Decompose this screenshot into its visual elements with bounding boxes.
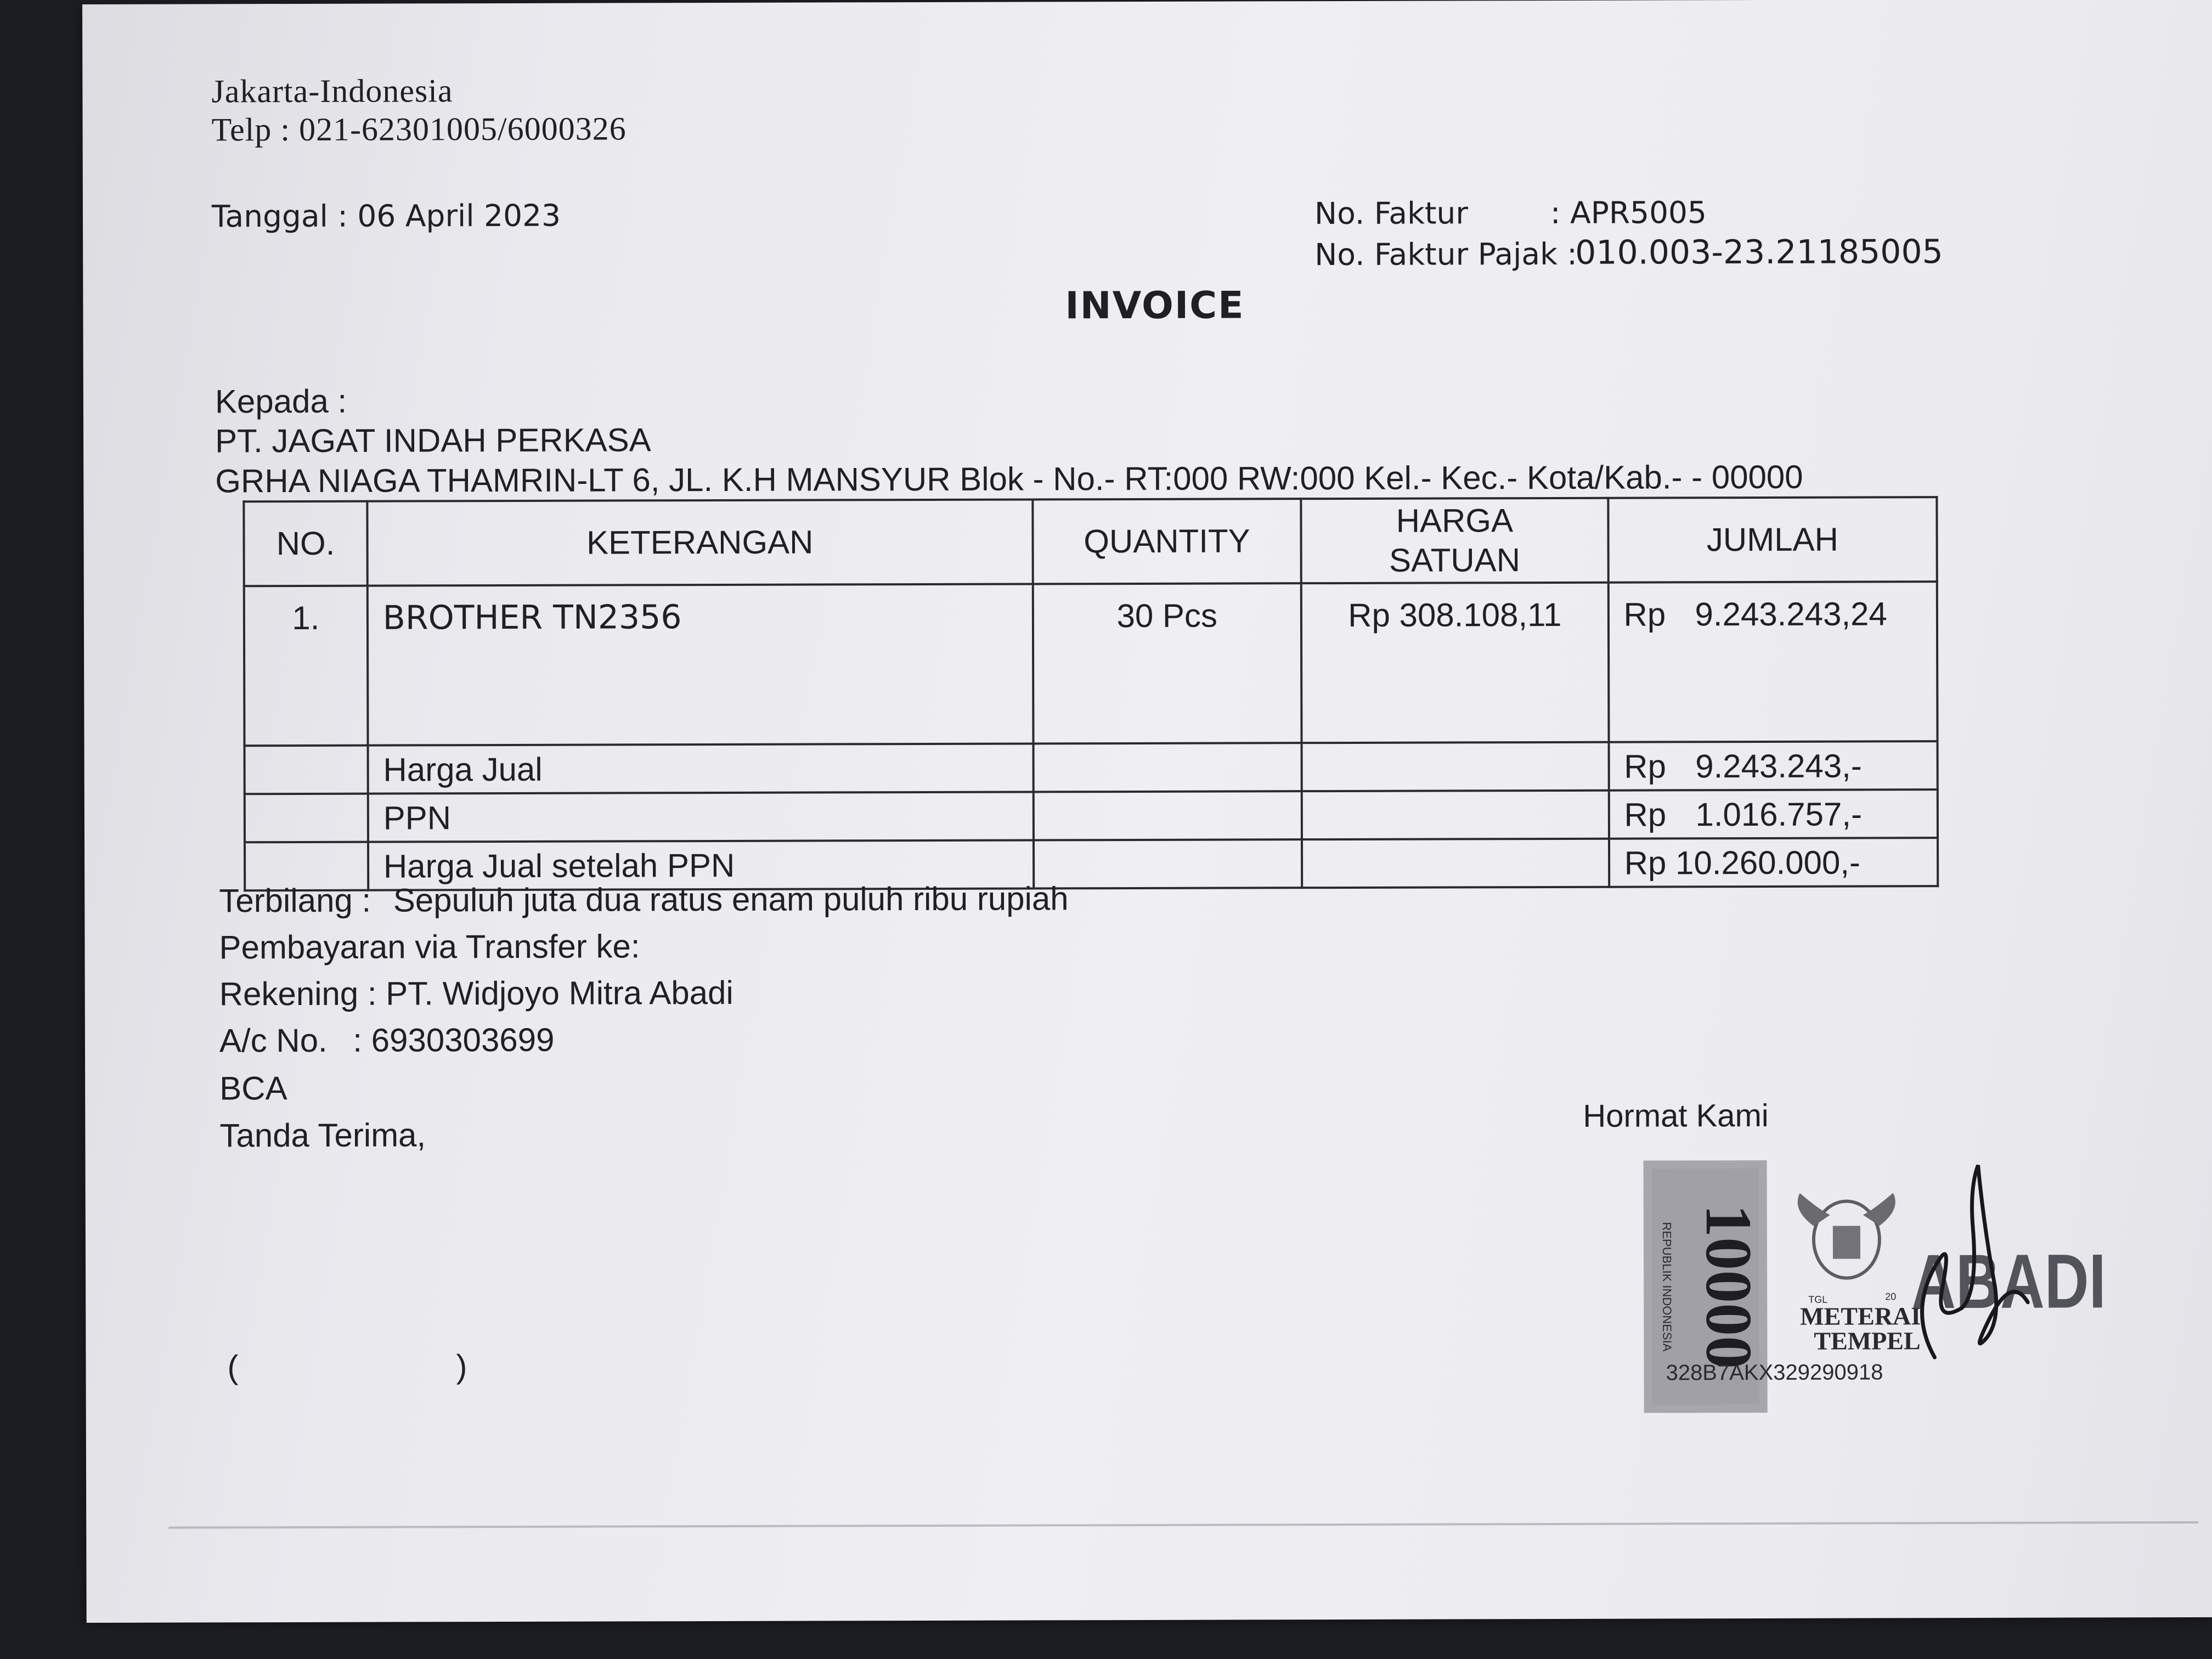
account-value: : 6930303699 <box>353 1021 555 1059</box>
company-city: Jakarta-Indonesia <box>211 72 453 110</box>
invoice-paper <box>82 0 2212 1623</box>
garuda-emblem <box>1798 1193 1896 1278</box>
payment-account <box>219 1021 555 1060</box>
sum-amount: 10.260.000,- <box>1675 844 1861 881</box>
item-harga: Rp 308.108,11 <box>1301 583 1609 743</box>
date-label: Tanggal : <box>211 198 348 234</box>
sum-empty-no <box>245 746 368 794</box>
sum-label-total: Harga Jual setelah PPN <box>368 840 1034 890</box>
item-jumlah <box>1608 582 1937 742</box>
recipient-label: Kepada : <box>215 382 347 420</box>
meterai-stamp <box>1555 1143 2203 1430</box>
header-keterangan: KETERANGAN <box>367 499 1032 585</box>
account-label: A/c No. <box>219 1022 328 1059</box>
item-keterangan-text: BROTHER TN2356 <box>382 598 682 637</box>
sum-label-harga-jual: Harga Jual <box>368 743 1033 793</box>
sum-empty-qty <box>1033 743 1302 792</box>
faktur-pajak-value: 010.003-23.21185005 <box>1575 233 1943 272</box>
invoice-table <box>242 496 1939 891</box>
sum-value-total <box>1609 838 1938 887</box>
signature-paren-close: ) <box>456 1348 467 1385</box>
bottom-rule <box>168 1521 2198 1529</box>
stamp-label-tempel: TEMPEL <box>1814 1327 1921 1355</box>
company-phone: Telp : 021-62301005/6000326 <box>211 110 627 148</box>
sum-amount: 1.016.757,- <box>1695 795 1863 833</box>
sum-empty-qty <box>1033 791 1302 840</box>
header-harga-satuan <box>1301 498 1609 583</box>
hormat-kami: Hormat Kami <box>1583 1097 1769 1134</box>
sum-currency: Rp <box>1624 795 1667 833</box>
invoice-title: INVOICE <box>1065 284 1245 328</box>
stamp-label-meterai: METERAI <box>1800 1302 1921 1330</box>
item-no: 1. <box>244 586 368 746</box>
payment-via: Pembayaran via Transfer ke: <box>219 928 640 966</box>
recipient-address: GRHA NIAGA THAMRIN-LT 6, JL. K.H MANSYUR Blok - No.- RT:000 RW:000 Kel.- Kec.- Kota/Kab.- - 00000 <box>215 458 1803 500</box>
sum-currency: Rp <box>1624 844 1667 882</box>
date-value: 06 April 2023 <box>357 198 561 234</box>
sum-empty-harga <box>1302 742 1609 791</box>
signature-paren-open: ( <box>227 1348 239 1386</box>
payment-bank: BCA <box>219 1070 287 1107</box>
item-keterangan <box>368 584 1034 745</box>
item-jumlah-currency: Rp <box>1623 596 1666 633</box>
stamp-company-text: ABADI <box>1911 1238 2106 1325</box>
header-harga-line2: SATUAN <box>1389 541 1521 579</box>
table-row <box>244 582 1938 746</box>
sum-label-ppn: PPN <box>368 792 1034 842</box>
header-no: NO. <box>244 501 367 586</box>
faktur-pajak-label: No. Faktur Pajak : <box>1314 236 1577 273</box>
stamp-value: 10000 <box>1692 1204 1766 1369</box>
faktur-no-label: No. Faktur <box>1314 195 1469 232</box>
sum-amount: 9.243.243,- <box>1695 747 1862 785</box>
sum-empty-no <box>245 794 368 843</box>
stamp-serial: 328B7AKX329290918 <box>1666 1360 1883 1385</box>
stamp-year: 20 <box>1885 1291 1897 1302</box>
table-row <box>245 741 1938 794</box>
payment-rekening: Rekening : PT. Widjoyo Mitra Abadi <box>219 974 733 1013</box>
item-quantity: 30 Pcs <box>1032 583 1301 743</box>
sum-value-ppn <box>1609 789 1938 839</box>
sum-empty-qty <box>1034 839 1302 888</box>
sum-value-harga-jual <box>1609 741 1938 791</box>
date-line <box>212 198 561 234</box>
tanda-terima: Tanda Terima, <box>219 1116 426 1154</box>
item-jumlah-value: 9.243.243,24 <box>1695 595 1887 633</box>
terbilang-label: Terbilang : <box>219 882 371 919</box>
sum-empty-harga <box>1302 791 1609 839</box>
stamp-side-text: REPUBLIK INDONESIA <box>1660 1222 1674 1352</box>
header-quantity: QUANTITY <box>1032 499 1301 584</box>
terbilang <box>219 879 1069 919</box>
table-header-row <box>244 497 1937 586</box>
recipient-name: PT. JAGAT INDAH PERKASA <box>215 421 651 460</box>
faktur-no-value: : APR5005 <box>1550 195 1707 230</box>
sum-currency: Rp <box>1624 747 1666 785</box>
header-jumlah: JUMLAH <box>1608 497 1937 583</box>
terbilang-value: Sepuluh juta dua ratus enam puluh ribu rupiah <box>393 880 1069 919</box>
header-harga-line1: HARGA <box>1396 502 1514 539</box>
table-row <box>245 789 1938 842</box>
sum-empty-harga <box>1302 839 1609 888</box>
stamp-tgl: TGL <box>1808 1294 1828 1305</box>
